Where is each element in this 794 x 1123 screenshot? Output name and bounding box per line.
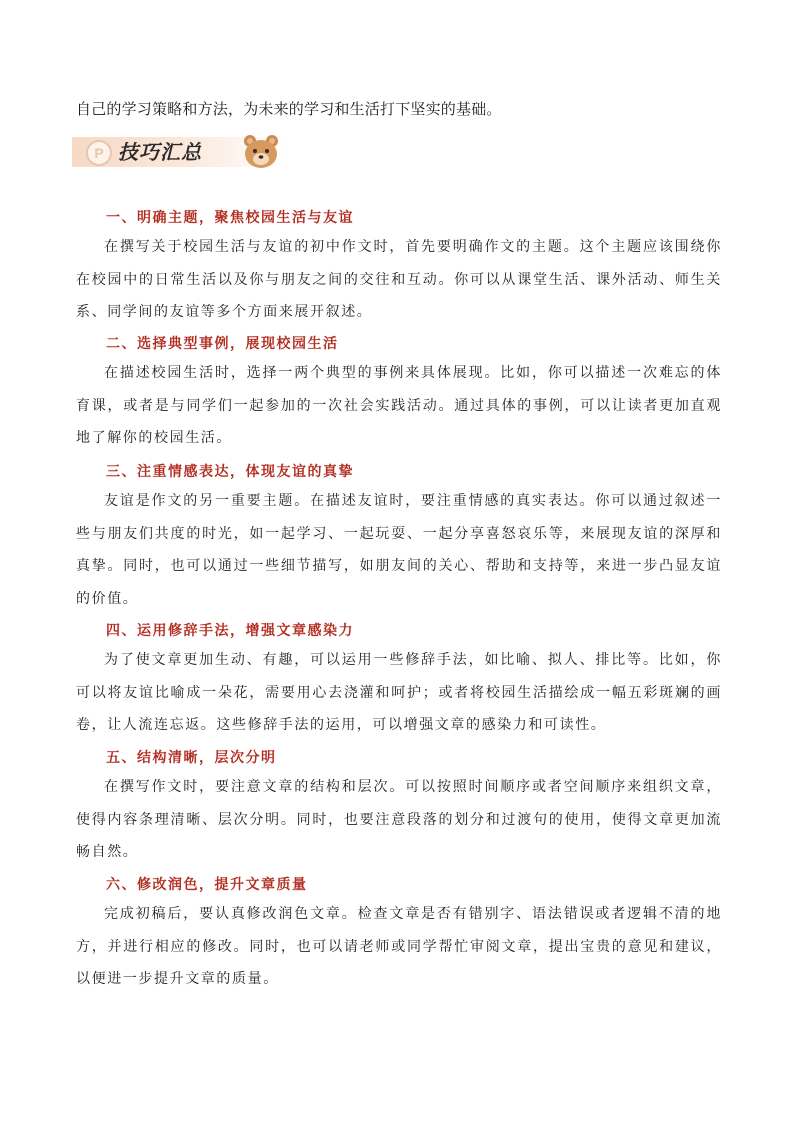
section-heading-3: 三、注重情感表达，体现友谊的真挚	[106, 464, 354, 480]
section-body-1: 在撰写关于校园生活与友谊的初中作文时，首先要明确作文的主题。这个主题应该围绕你在校园中的日常生活以及你与朋友之间的交往和互动。你可以从课堂生活、课外活动、师生关系、同学间的友谊等多个方面来展开叙述。	[76, 239, 722, 320]
section-body-3: 友谊是作文的另一重要主题。在描述友谊时，要注重情感的真实表达。你可以通过叙述一些与朋友们共度的时光，如一起学习、一起玩耍、一起分享喜怒哀乐等，来展现友谊的深厚和真挚。同时，也可以通过一些细节描写，如朋友间的关心、帮助和支持等，来进一步凸显友谊的价值。	[76, 493, 722, 607]
section-heading-5: 五、结构清晰，层次分明	[106, 750, 277, 766]
section-body-5: 在撰写作文时，要注意文章的结构和层次。可以按照时间顺序或者空间顺序来组织文章，使得内容条理清晰、层次分明。同时，也要注意段落的划分和过渡句的使用，使得文章更加流畅自然。	[76, 779, 722, 860]
section-heading-4: 四、运用修辞手法，增强文章感染力	[106, 623, 354, 639]
section-body-4: 为了使文章更加生动、有趣，可以运用一些修辞手法，如比喻、拟人、排比等。比如，你可以将友谊比喻成一朵花，需要用心去浇灌和呵护；或者将校园生活描绘成一幅五彩斑斓的画卷，让人流连忘返。这些修辞手法的运用，可以增强文章的感染力和可读性。	[76, 652, 722, 733]
section-body-2: 在描述校园生活时，选择一两个典型的事例来具体展现。比如，你可以描述一次难忘的体育课，或者是与同学们一起参加的一次社会实践活动。通过具体的事例，可以让读者更加直观地了解你的校园生活。	[76, 365, 722, 446]
section-banner	[72, 132, 284, 170]
bear-icon	[240, 132, 282, 170]
section-heading-2: 二、选择典型事例，展现校园生活	[106, 336, 339, 352]
section-heading-1: 一、明确主题，聚焦校园生活与友谊	[106, 210, 354, 226]
banner-title: 技巧汇总	[118, 140, 202, 164]
section-body-6: 完成初稿后，要认真修改润色文章。检查文章是否有错别字、语法错误或者逻辑不清的地方，并进行相应的修改。同时，也可以请老师或同学帮忙审阅文章，提出宝贵的意见和建议，以便进一步提升文章的质量。	[76, 906, 722, 987]
p-logo-icon: P	[86, 140, 112, 166]
section-heading-6: 六、修改润色，提升文章质量	[106, 877, 308, 893]
intro-text: 自己的学习策略和方法，为未来的学习和生活打下坚实的基础。	[76, 100, 502, 118]
